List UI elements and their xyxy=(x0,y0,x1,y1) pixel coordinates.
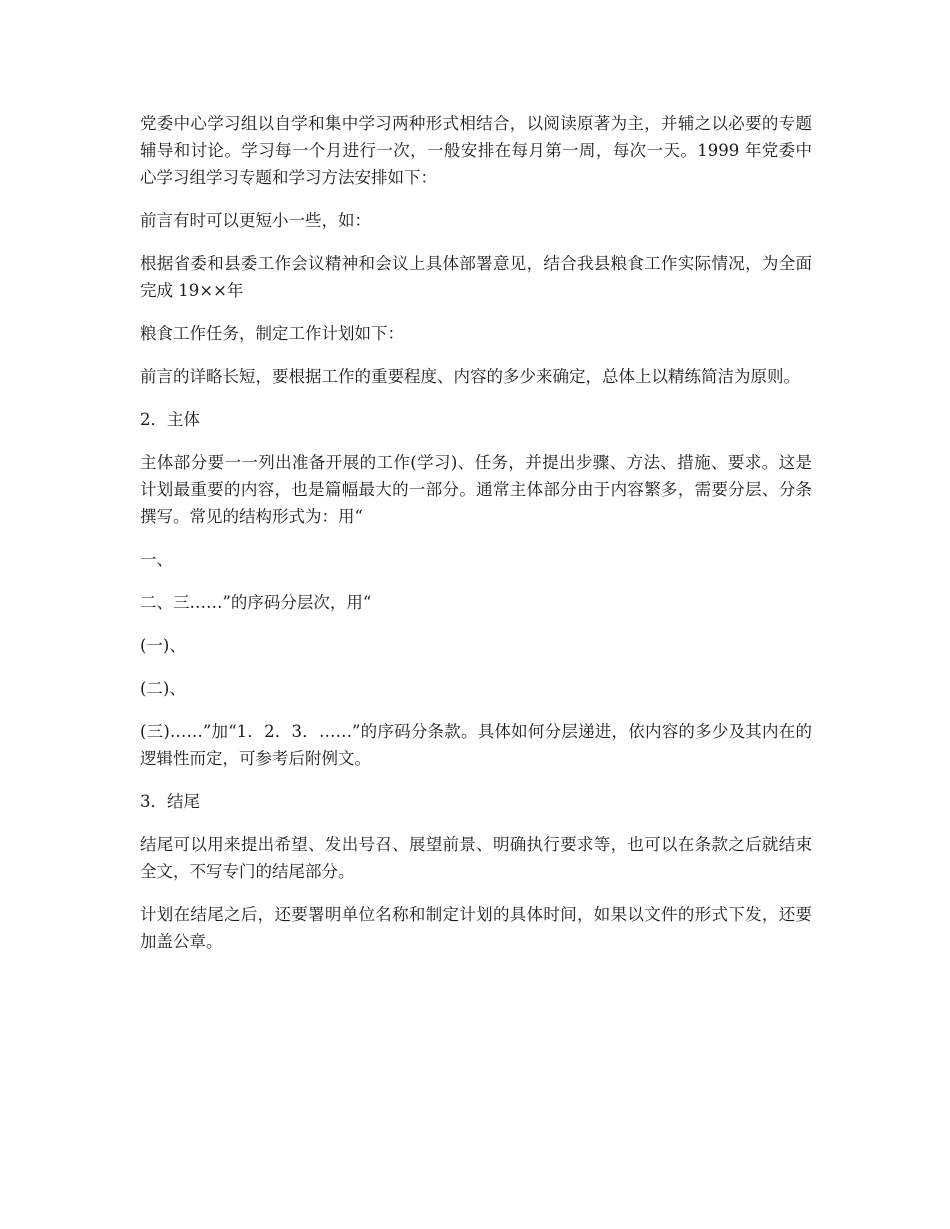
paragraph-study-arrangement: 党委中心学习组以自学和集中学习两种形式相结合，以阅读原著为主，并辅之以必要的专题辅导和讨论。学习每一个月进行一次，一般安排在每月第一周，每次一天。1999 年党委中心学习组学习专题和学习方法安排如下： xyxy=(140,114,812,187)
section-heading-body: 2．主体 xyxy=(140,410,200,429)
paragraph-body-description: 主体部分要一一列出准备开展的工作(学习)、任务，并提出步骤、方法、措施、要求。这是计划最重要的内容，也是篇幅最大的一部分。通常主体部分由于内容繁多，需要分层、分条撰写。常见的结构形式为：用“ xyxy=(140,453,812,526)
paragraph-preface-short: 前言有时可以更短小一些，如： xyxy=(140,211,371,230)
paragraph-numbering-4: (二)、 xyxy=(140,679,186,698)
paragraph-signature-note: 计划在结尾之后，还要署明单位名称和制定计划的具体时间，如果以文件的形式下发，还要加盖公章。 xyxy=(140,905,812,951)
paragraph-numbering-1: 一、 xyxy=(140,550,173,569)
paragraph-ending-description: 结尾可以用来提出希望、发出号召、展望前景、明确执行要求等，也可以在条款之后就结束全文，不写专门的结尾部分。 xyxy=(140,835,812,881)
section-heading-ending: 3．结尾 xyxy=(140,792,200,811)
paragraph-numbering-5: (三)……”加“1．2．3．……”的序码分条款。具体如何分层递进，依内容的多少及其内在的逻辑性而定，可参考后附例文。 xyxy=(140,722,812,768)
paragraph-example-task: 粮食工作任务，制定工作计划如下： xyxy=(140,324,404,343)
paragraph-preface-length: 前言的详略长短，要根据工作的重要程度、内容的多少来确定，总体上以精练简洁为原则。 xyxy=(140,367,800,386)
paragraph-example-basis: 根据省委和县委工作会议精神和会议上具体部署意见，结合我县粮食工作实际情况，为全面完成 19××年 xyxy=(140,254,812,300)
paragraph-numbering-2: 二、三……”的序码分层次，用“ xyxy=(140,593,372,612)
document-body xyxy=(140,110,812,971)
paragraph-numbering-3: (一)、 xyxy=(140,636,186,655)
